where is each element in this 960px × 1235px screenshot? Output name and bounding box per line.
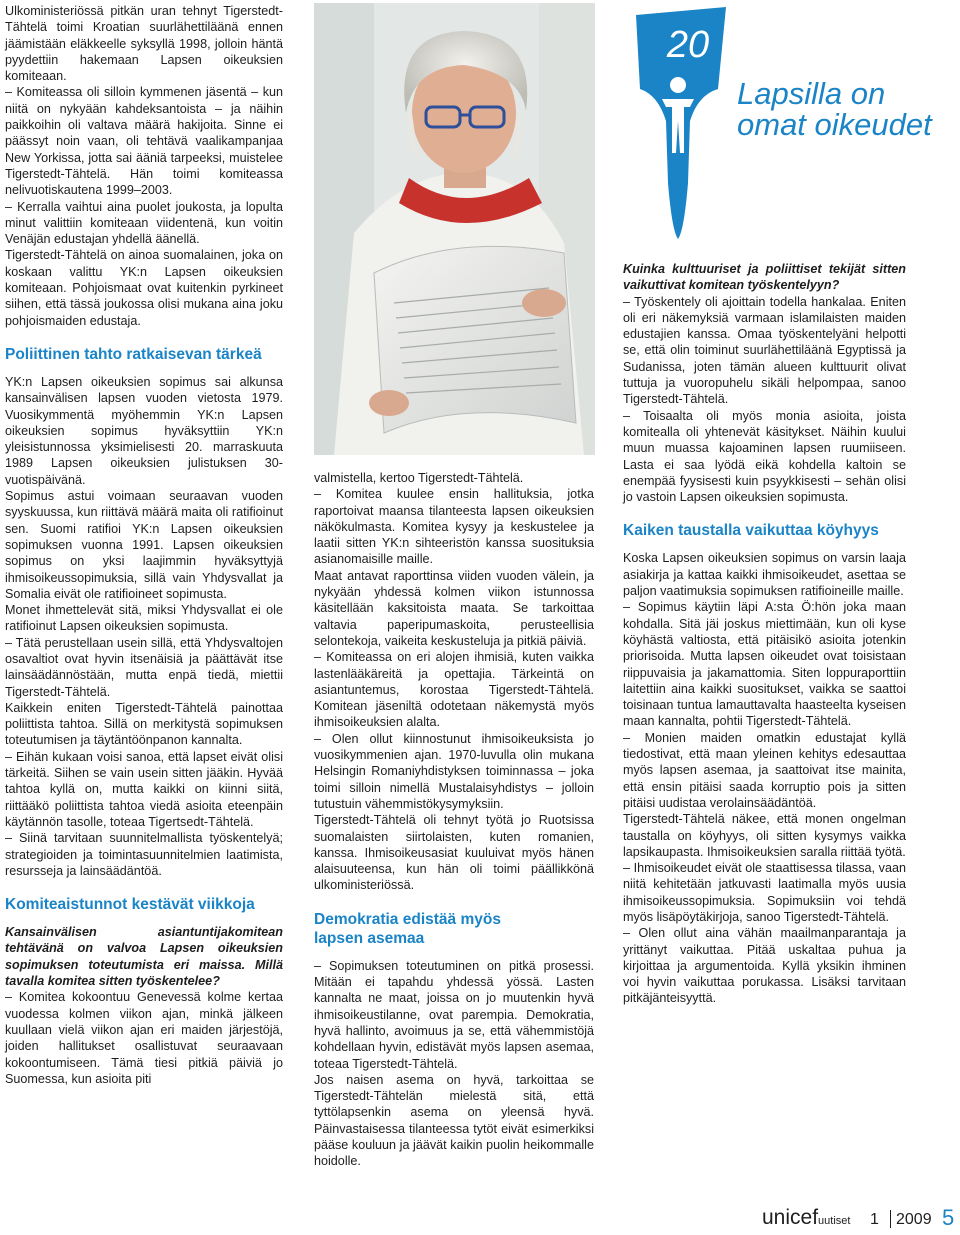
paragraph: – Tätä perustellaan usein sillä, että Yhdysvaltojen osavaltiot ovat hyvin itsenäisiä ja päättävät itse lainsäädännöstään, mutta enpä tiedä, miettii Tigerstedt-Tähtelä. xyxy=(5,635,283,699)
publication-name xyxy=(762,1206,850,1233)
paragraph: Kaikkein eniten Tigerstedt-Tähtelä painottaa poliittista tahtoa. Sillä on merkitystä sopimuksen toteutumisen ja täytäntöönpanon kannalta. xyxy=(5,700,283,748)
interview-question: Kuinka kulttuuriset ja poliittiset tekijät sitten vaikuttivat komitean työskentelyyn? xyxy=(623,262,906,293)
paragraph: Monet ihmettelevät sitä, miksi Yhdysvallat ei ole ratifioinut Lapsen oikeuksien sopimusta. xyxy=(5,603,283,634)
portrait-photo xyxy=(314,3,595,455)
logo-tagline-line-1: Lapsilla on xyxy=(737,76,886,111)
paragraph: – Monien maiden omatkin edustajat kyllä tiedostivat, että maan yleinen kehitys edesauttaa myös lapsen asemaa, ja saattoivat itse mainita, että ensin pitäisi saada korruptio pois ja sitten pitäisi uudistaa verolainsäädäntöä. xyxy=(623,730,906,810)
paragraph: – Olen ollut kiinnostunut ihmisoikeuksista jo vuosikymmenien ajan. 1970-luvulla olin mukana Helsingin Romaniyhdistyksen toiminnassa – joka toimi silloin nimellä Mustalaisyhdistys – jolloin tutustuin vähemmistökysymyksiin. xyxy=(314,731,594,811)
paragraph: – Ihmisoikeudet eivät ole staattisessa tilassa, vaan niitä kehitetään jatkuvasti laatimalla myös uusia ihmisoikeussopimuksia. Sopimuksiin voi tehdä myös lisäpöytäkirjoja, sanoo Tigerstedt-Tähtelä. xyxy=(623,861,906,924)
paragraph: – Kerralla vaihtui aina puolet joukosta, ja lopulta minut valittiin komiteaan viidentenä, kun voitin Venäjän edustajan yhdellä äänellä. xyxy=(5,199,283,247)
section-heading: Poliittinen tahto ratkaisevan tärkeä xyxy=(5,345,262,363)
interview-question: Kansainvälisen asiantuntijakomitean tehtävänä on valvoa Lapsen oikeuksien sopimuksen toteutumista eri maissa. Millä tavalla komitea sitten työskentelee? xyxy=(5,925,283,989)
article-column-1 xyxy=(5,3,283,1087)
article-column-3 xyxy=(623,261,906,1007)
paragraph: – Komiteassa oli silloin kymmenen jäsentä – kun niitä on nykyään kahdeksantoista – ja näihin paikkoihin oli valtava määrä hakijoita. Sinne ei päässyt noin vaan, oli tehtävä vaalikampanjaa New Yorkissa, jotta sai ääniä tarpeeksi, muistelee Tigerstedt-Tähtelä. Hän toimi komiteassa nelivuotiskautena 1999–2003. xyxy=(5,85,283,198)
paragraph: YK:n Lapsen oikeuksien sopimus sai alkunsa kansainvälisen lapsen vuoden vietosta 1979. Vuosikymmentä myöhemmin YK:n Lapsen oikeuksien sopimus hyväksyttiin YK:n yleisistunnossa yksimielisesti 20. marraskuuta 1989 Lapsen oikeuksien julistuksen 30-vuotispäivänä. xyxy=(5,374,283,487)
photo-illustration xyxy=(314,3,595,455)
section-heading-line-2: lapsen asemaa xyxy=(314,929,425,947)
paragraph: – Eihän kukaan voisi sanoa, että lapset eivät olisi tärkeitä. Siihen se vain usein sitten jääkin. Hyvää tahtoa kyllä on, mutta kaikki on kiinni siitä, riittääkö poliittista tahtoa viedä asioita eteenpäin käytännön tasolle, toteaa Tigertsedt-Tähtelä. xyxy=(5,749,283,829)
paragraph: Tigerstedt-Tähtelä näkee, että monen ongelman taustalla on köyhyys, oli sitten kysymys vaikka lapsikaupasta. Ihmisoikeuksien saralla riittää työtä. xyxy=(623,812,906,859)
paragraph: Koska Lapsen oikeuksien sopimus on varsin laaja asiakirja ja kattaa kaikki ihmisoikeudet, asettaa se paljon vaatimuksia sopimuksen ratifioineille maille. xyxy=(623,551,906,599)
paragraph: – Sopimus käytiin läpi A:sta Ö:hön joka maan kohdalla. Sitä jäi joskus miettimään, kun oli kyse köyhästä valtiosta, että pitäisikö asioita jotenkin priorisoida. Mutta lapsen oikeudet ovat toisistaan riippuvaisia ja jakamattomia. Siten loppuraporttiin laitettiin aina kaikki suositukset, vaikka se saattoi toisinaan tuntua lamauttavalta haasteelta kyseisen maan kannalta, pohtii Tigerstedt-Tähtelä. xyxy=(623,600,906,729)
logo-tagline-line-2: omat oikeudet xyxy=(737,107,932,142)
paragraph: Sopimus astui voimaan seuraavan vuoden syyskuussa, kun riittävä määrä maita oli ratifioinut sen. Suomi ratifioi YK:n Lapsen oikeuksien sopimuksen vuonna 1991. Lapsen oikeuksien sopimus on yksi laajimmin hyväksyttyjä ihmisoikeussopimuksia, sillä vain Yhdysvallat ja Somalia eivät ole ratifioineet sopimusta. xyxy=(5,489,283,601)
paragraph: Jos naisen asema on hyvä, tarkoittaa se Tigerstedt-Tähtelän mielestä sitä, että tyttölapsenkin asema on yleensä hyvä. Päinvastaisessa tilanteessa tytöt eivät esimerkiksi pääse kouluun ja jäävät kaikin puolin heikommalle hoidolle. xyxy=(314,1072,594,1169)
issue-year: 2009 xyxy=(896,1211,932,1228)
paragraph: valmistella, kertoo Tigerstedt-Tähtelä. xyxy=(314,471,524,485)
issue-number: 1 xyxy=(870,1211,879,1228)
section-heading: Komiteaistunnot kestävät viikkoja xyxy=(5,896,255,914)
section-heading xyxy=(314,910,594,948)
paragraph: – Siinä tarvitaan suunnitelmallista työskentelyä; strategioiden ja toimintasuunnitelmien laatimista, resursseja ja lainsäädäntöä. xyxy=(5,831,283,878)
paragraph: Maat antavat raporttinsa viiden vuoden välein, ja nykyään yhdessä kolmen viikon istunnossa käsitellään kaksitoista maata. Se tarkoittaa valtavia paperipumaskoita, perusteellisia selontekoja, vaikeita keskusteluja ja pitkiä päiviä. xyxy=(314,568,594,648)
page-number: 5 xyxy=(942,1205,955,1230)
paragraph: Tigerstedt-Tähtelä on ainoa suomalainen, joka on koskaan valittu YK:n Lapsen oikeuksien komiteaan. Pohjoismaat ovat kuitenkin pyrkineet siihen, että tässä joukossa olisi mukana aina joku pohjoismaiden edustaja. xyxy=(5,248,283,328)
paragraph: – Komitea kuulee ensin hallituksia, jotka raportoivat maansa tilanteesta lapsen oikeuksien näkökulmasta. Komitea kysyy ja keskustelee ja laatii sitten YK:n sihteeristön kanssa suosituksia asianomaisille maille. xyxy=(314,487,594,567)
paragraph: – Toisaalta oli myös monia asioita, joista komiteallа oli yhtenevät käsitykset. Näihin kuului muun muassa kajoaminen lapsen ruumiiseen. Lasta ei saa lyödä eikä kohdella kaltoin se enempää fyysisesti kuin psyykkisesti – sehän olisi jo vastoin Lapsen oikeuksien sopimusta. xyxy=(623,408,906,505)
paragraph: – Olen ollut aina vähän maailmanparantaja ja yrittänyt vaikuttaa. Pitää uskaltaa puhua ja kirjoittaa ja argumentoida. Kyllä yksikin ihminen voi hyvin vaikuttaa porukassa. Lisäksi tarvitaan pitkäjänteisyyttä. xyxy=(623,926,906,1006)
paragraph: Tigerstedt-Tähtelä oli tehnyt työtä jo Ruotsissa suomalaisten siirtolaisten, kuten romanien, kanssa. Ihmisoikeusasiat kuuluivat myös hänen alaisuuteensa, kun hän oli toimi päällikkönä ulkoministeriössä. xyxy=(314,813,594,893)
section-heading-line-1: Demokratia edistää myös xyxy=(314,910,501,928)
campaign-logo xyxy=(618,3,960,243)
article-column-2 xyxy=(314,470,594,1170)
divider xyxy=(890,1210,891,1228)
paragraph: – Komiteassa on eri alojen ihmisiä, kuten vaikka lastenlääkäreitä ja opettajia. Tärkeintä on asiantuntemus, korostaa Tigerstedt-Tähtelä. Komitean jäseniltä odotetaan näkemystä myös ihmisoikeuksien alalta. xyxy=(314,650,594,730)
logo-number: 20 xyxy=(666,24,710,66)
page-footer xyxy=(762,1206,960,1230)
paragraph: – Komitea kokoontuu Genevessä kolme kertaa vuodessa kolmen viikon ajan, minkä jälkeen kuullaan vielä viikon ajan eri maiden järjestöjä, joiden hallitukset osallistuvat seuraavaan kokoontumiseen. Tämä tiesi pitkiä päiviä jo Suomessa, kun asioita piti xyxy=(5,990,283,1086)
brand-name: unicef xyxy=(762,1206,819,1229)
section-heading: Kaiken taustalla vaikuttaa köyhyys xyxy=(623,522,879,540)
brand-suffix: uutiset xyxy=(818,1215,851,1227)
paragraph: Ulkoministeriössä pitkän uran tehnyt Tigerstedt-Tähtelä toimi Kroatian suurlähettiläänä ennen jäämistään eläkkeelle syksyllä 1998, jolloin häntä pyydettiin hakemaan Lapsen oikeuksien komiteaan. xyxy=(5,4,283,84)
paragraph: – Työskentely oli ajoittain todella hankalaa. Eniten oli eri näkemyksiä varmaan islamilaisten maiden edustajien kanssa. Omaa työskentelyäni helpotti se, että olin toiminut suurlähettiläänä Egyptissä ja Sudanissa, joten tämän alueen kulttuurit olivat tuttuja ja vuoropuhelu sikäli helpompaa, sanoo Tigerstedt-Tähtelä. xyxy=(623,294,906,407)
paragraph: – Sopimuksen toteutuminen on pitkä prosessi. Mitään ei tapahdu yhdessä yössä. Lasten kannalta ne maat, joissa on jo muutenkin hyvä ihmisoikeustilanne, ovat parempia. Demokratia, hyvä hallinto, avoimuus ja se, että vähemmistöjä kohdellaan hyvin, edistävät myös lapsen asemaa, toteaa Tigerstedt-Tähtelä. xyxy=(314,958,594,1071)
